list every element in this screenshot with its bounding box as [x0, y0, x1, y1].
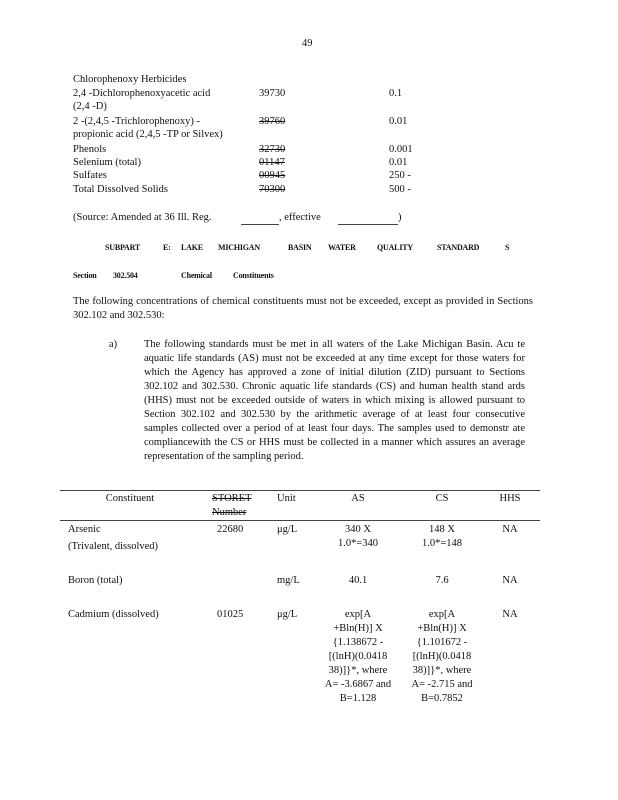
herbicide-row-name: Total Dissolved Solids [73, 184, 168, 195]
row-constituent: Boron (total) [68, 575, 123, 586]
item-a-label: a) [109, 339, 118, 350]
row-cs: 38)]}*, where [412, 665, 472, 676]
row-as: [(lnH)(0.0418 [328, 651, 388, 662]
effective-blank-line [338, 224, 398, 225]
subpart-word: E: [163, 243, 171, 252]
herbicide-row-value: 500 - [389, 184, 411, 195]
subpart-word: BASIN [288, 243, 312, 252]
section-title2: Constituents [233, 271, 274, 280]
row-unit: μg/L [277, 609, 298, 620]
herbicide-row-storet: 32730 [259, 144, 286, 155]
row-cs: 1.0*=148 [421, 538, 463, 549]
herbicide-row-name: Sulfates [73, 170, 107, 181]
header-hhs: HHS [499, 493, 521, 504]
intro-paragraph: The following concentrations of chemical constituents must not be exceeded, except as provided in Sections 302.102 and 302.530: [73, 296, 533, 321]
row-as: exp[A [344, 609, 372, 620]
header-constituent: Constituent [105, 493, 155, 504]
source-text: (Source: Amended at 36 Ill. Reg. [73, 212, 212, 223]
row-constituent: Cadmium (dissolved) [68, 609, 159, 620]
row-hhs: NA [502, 524, 518, 535]
herbicide-row-name: 2,4 -Dichlorophenoxyacetic acid [73, 88, 211, 99]
subpart-word: QUALITY [377, 243, 413, 252]
row-as: +Bln(H)] X [333, 623, 383, 634]
table-header-rule [60, 520, 540, 521]
subpart-word: MICHIGAN [218, 243, 260, 252]
source-effective: , effective [279, 212, 321, 223]
row-constituent: Arsenic [68, 524, 101, 535]
row-unit: mg/L [277, 575, 300, 586]
herbicide-row-storet: 00945 [259, 170, 286, 181]
row-as: 340 X [345, 524, 371, 535]
row-as: {1.138672 - [332, 637, 384, 648]
row-cs: 7.6 [435, 575, 449, 586]
row-as: 38)]}*, where [328, 665, 388, 676]
subpart-word: S [505, 243, 510, 252]
row-cs: {1.101672 - [416, 637, 468, 648]
herbicide-row-name: Phenols [73, 144, 107, 155]
row-cs: B=0.7852 [421, 693, 463, 704]
herbicide-row-value: 0.1 [389, 88, 403, 99]
herbicide-row-storet: 39760 [259, 116, 286, 127]
herbicide-row-storet: 01147 [259, 157, 285, 168]
row-cs: [(lnH)(0.0418 [412, 651, 472, 662]
source-close: ) [398, 212, 402, 223]
header-as: AS [351, 493, 365, 504]
subpart-word: WATER [328, 243, 356, 252]
subpart-word: SUBPART [105, 243, 141, 252]
subpart-word: LAKE [181, 243, 203, 252]
herbicide-row-value: 0.01 [389, 116, 408, 127]
row-unit: μg/L [277, 524, 298, 535]
herbicide-row-value: 0.01 [389, 157, 408, 168]
row-as: A= -3.6867 and [324, 679, 392, 690]
row-storet: 01025 [217, 609, 244, 620]
herbicide-row-name2: propionic acid (2,4,5 -TP or Silvex) [73, 129, 223, 140]
row-hhs: NA [502, 609, 518, 620]
header-unit: Unit [277, 493, 296, 504]
header-storet: STORET [212, 493, 252, 504]
header-storet-number: Number [212, 507, 247, 518]
herbicide-row-name: 2 -(2,4,5 -Trichlorophenoxy) - [73, 116, 201, 127]
row-as: 1.0*=340 [337, 538, 379, 549]
herbicide-row-name: Selenium (total) [73, 157, 141, 168]
herbicide-row-storet: 39730 [259, 88, 286, 99]
herbicide-row-storet: 70300 [259, 184, 286, 195]
header-cs: CS [435, 493, 449, 504]
herbicide-row-value: 250 - [389, 170, 411, 181]
row-cs: +Bln(H)] X [417, 623, 467, 634]
row-cs: A= -2.715 and [411, 679, 473, 690]
subpart-word: STANDARD [437, 243, 480, 252]
herbicide-row-name2: (2,4 -D) [73, 101, 107, 112]
row-constituent-detail: (Trivalent, dissolved) [68, 541, 159, 552]
page-number: 49 [302, 38, 313, 49]
row-cs: 148 X [429, 524, 455, 535]
section-title: Chemical [181, 271, 212, 280]
table-top-rule [60, 490, 540, 491]
herbicide-row-value: 0.001 [389, 144, 413, 155]
row-as: B=1.128 [339, 693, 377, 704]
item-a-paragraph: The following standards must be met in all waters of the Lake Michigan Basin. Acu te aquatic life standards (AS) must not be exceeded at any time except for those waters for which the Agency has approved a zone of initial dilution (ZID) pursuant to Sections 302.102 and 302.530. Chronic aquatic life standards (CS) and human health stand ards (HHS) must not be exceeded outside of waters in which mixing is allowed pursuant to Section 302.102 and 302.530 by the arithmetic average of at least four consecutive samples collected over a period of at least four days. The samples used to demonstr ate compliancewith the CS or HHS must be collected in a manner which assures an average representation of the sampling period. [144, 339, 525, 462]
section-label: Section [73, 271, 97, 280]
section-number: 302.504 [113, 271, 138, 280]
reg-blank-line [241, 224, 279, 225]
row-cs: exp[A [428, 609, 456, 620]
row-storet: 22680 [217, 524, 244, 535]
row-hhs: NA [502, 575, 518, 586]
row-as: 40.1 [348, 575, 368, 586]
herbicides-heading: Chlorophenoxy Herbicides [73, 74, 187, 85]
